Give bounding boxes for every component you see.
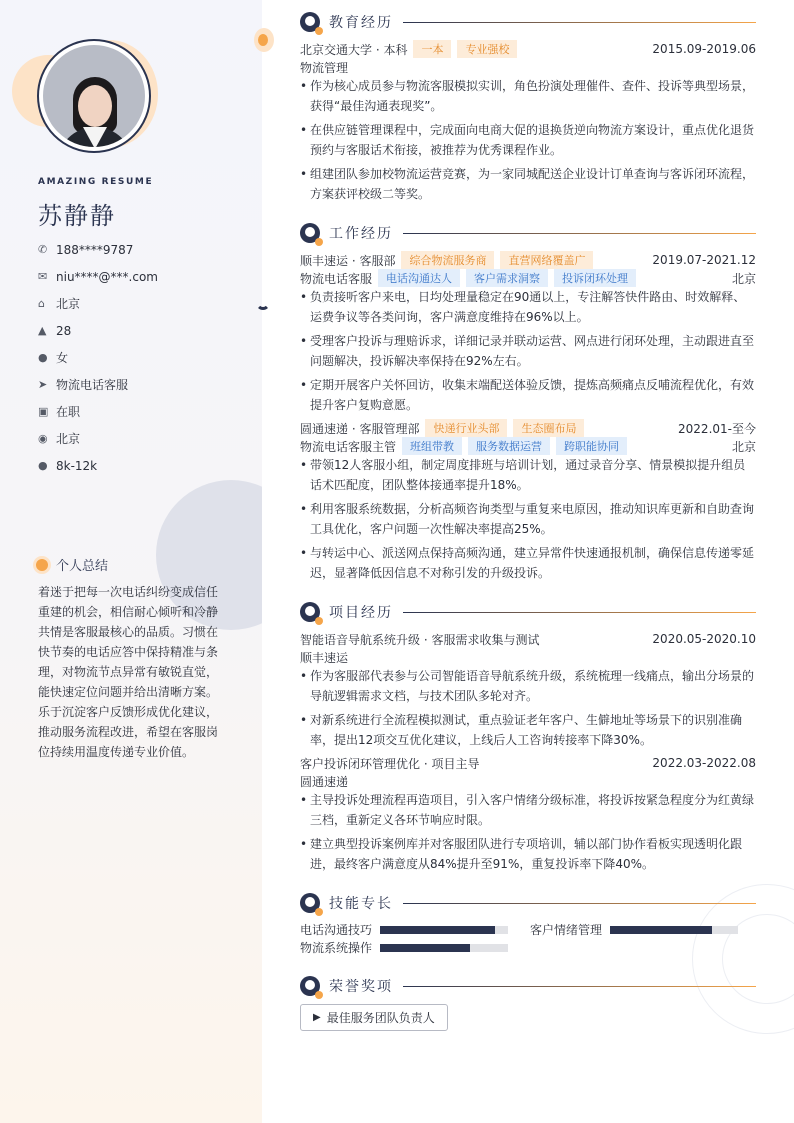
contact-salary: ● 8k-12k <box>38 458 98 473</box>
tag: 综合物流服务商 <box>401 251 494 269</box>
section-work-title: 工作经历 <box>300 223 756 243</box>
list-item: • 带领12人客服小组，制定周度排班与培训计划，通过录音分享、情景模拟提升组员话术匹配度，团队整体接通率提升18%。 <box>300 455 756 495</box>
money-icon: ● <box>38 459 48 472</box>
job-date: 2019.07-2021.12 <box>652 253 756 267</box>
list-item: • 主导投诉处理流程再造项目，引入客户情绪分级标准，将投诉按紧急程度分为红黄绿三档，重新定义各环节响应时限。 <box>300 790 756 830</box>
section-education-title: 教育经历 <box>300 12 756 32</box>
sidebar <box>0 0 262 1123</box>
skill-item <box>530 921 738 938</box>
list-item: • 负责接听客户来电，日均处理量稳定在90通以上，专注解答快件路由、时效解释、运费争议等各类问询，客户满意度维持在96%以上。 <box>300 287 756 327</box>
job-date: 2022.01-至今 <box>678 421 756 436</box>
contact-status: ▣ 在职 <box>38 405 81 419</box>
project-name: 智能语音导航系统升级 · 客服需求收集与测试 <box>300 632 540 647</box>
project-row <box>300 754 756 772</box>
phone-icon: ✆ <box>38 243 48 256</box>
project-date: 2020.05-2020.10 <box>652 632 756 646</box>
major: 物流管理 <box>300 60 349 75</box>
list-item: • 在供应链管理课程中，完成面向电商大促的退换货逆向物流方案设计，重点优化退货预约与客服话术衔接，被推荐为优秀课程作业。 <box>300 120 756 160</box>
job-city: 北京 <box>731 439 756 454</box>
decor-arc <box>256 296 270 310</box>
job-company-row <box>300 419 756 437</box>
list-item: • 组建团队参加校物流运营竞赛，为一家同城配送企业设计订单查询与客诉闭环流程，方案获评校级二等奖。 <box>300 164 756 204</box>
company: 顺丰速运 · 客服部 <box>300 253 396 268</box>
tag: 专业强校 <box>457 40 517 58</box>
skill-bar-fill <box>380 926 495 934</box>
gender-icon: ● <box>38 351 48 364</box>
list-item: • 作为核心成员参与物流客服模拟实训，角色扮演处理催件、查件、投诉等典型场景，获得“最佳沟通表现奖”。 <box>300 76 756 116</box>
role: 物流电话客服 <box>300 271 373 286</box>
skill-name: 客户情绪管理 <box>530 923 603 937</box>
skill-bar <box>380 926 508 934</box>
divider <box>403 22 756 23</box>
divider <box>403 612 756 613</box>
education-date: 2015.09-2019.06 <box>652 42 756 56</box>
project-date: 2022.03-2022.08 <box>652 756 756 770</box>
list-item: • 与转运中心、派送网点保持高频沟通，建立异常件快速通报机制，确保信息传递零延迟，显著降低因信息不对称引发的升级投诉。 <box>300 543 756 583</box>
cake-icon: ▲ <box>38 324 47 337</box>
divider <box>403 903 756 904</box>
tag: 班组带教 <box>402 437 462 455</box>
tag: 客户需求洞察 <box>466 269 548 287</box>
list-item: • 建立典型投诉案例库并对客服团队进行专项培训，辅以部门协作看板实现透明化跟进，最终客户满意度从84%提升至91%，重复投诉率下降40%。 <box>300 834 756 874</box>
company: 圆通速递 · 客服管理部 <box>300 421 420 436</box>
tag: 生态圈布局 <box>513 419 584 437</box>
job-city: 北京 <box>731 271 756 286</box>
list-item: • 受理客户投诉与理赔诉求，详细记录并联动运营、网点进行闭环处理，主动跟进直至问题解决，投诉解决率保持在92%左右。 <box>300 331 756 371</box>
education-row <box>300 40 756 58</box>
mail-icon: ✉ <box>38 270 48 283</box>
contact-position: ➤ 物流电话客服 <box>38 378 129 392</box>
skill-bar-fill <box>380 944 470 952</box>
section-icon <box>300 223 320 243</box>
section-icon <box>300 12 320 32</box>
resume-tagline: AMAZING RESUME <box>38 177 154 187</box>
divider <box>403 233 756 234</box>
contact-email: ✉ niu****@***.com <box>38 269 158 284</box>
location-icon: ◉ <box>38 432 48 445</box>
school-name: 北京交通大学 · 本科 <box>300 42 408 57</box>
project-org: 顺丰速运 <box>300 650 349 665</box>
job-company-row <box>300 251 756 269</box>
section-icon <box>300 602 320 622</box>
award-badge <box>300 1004 448 1031</box>
list-item: • 利用客服系统数据，分析高频咨询类型与重复来电原因，推动知识库更新和自助查询工具优化，客户问题一次性解决率提高25%。 <box>300 499 756 539</box>
tag: 服务数据运营 <box>468 437 550 455</box>
job-role-row <box>300 437 756 455</box>
triangle-right-icon: ▶ <box>313 1012 321 1023</box>
skill-name: 物流系统操作 <box>300 941 373 955</box>
dot-icon <box>36 559 48 571</box>
skill-item <box>300 939 508 956</box>
section-icon <box>300 976 320 996</box>
section-icon <box>300 893 320 913</box>
section-skills-title: 技能专长 <box>300 893 756 913</box>
project-row <box>300 630 756 648</box>
summary-heading: 个人总结 <box>36 555 108 574</box>
tag: 跨职能协同 <box>556 437 627 455</box>
job-role-row <box>300 269 756 287</box>
role: 物流电话客服主管 <box>300 439 397 454</box>
tag: 投诉闭环处理 <box>554 269 636 287</box>
briefcase-icon: ▣ <box>38 405 49 418</box>
send-icon: ➤ <box>38 378 48 391</box>
list-item: • 定期开展客户关怀回访，收集末端配送体验反馈，提炼高频痛点反哺流程优化，有效提升客户复购意愿。 <box>300 375 756 415</box>
contact-list <box>38 236 158 479</box>
project-org: 圆通速递 <box>300 774 349 789</box>
divider <box>403 986 756 987</box>
section-awards-title: 荣誉奖项 <box>300 976 756 996</box>
skill-name: 电话沟通技巧 <box>300 923 373 937</box>
list-item: • 作为客服部代表参与公司智能语音导航系统升级，系统梳理一线痛点，输出分场景的导航逻辑需求文档，与技术团队多轮对齐。 <box>300 666 756 706</box>
avatar <box>43 45 145 147</box>
home-icon: ⌂ <box>38 297 45 310</box>
tag: 电话沟通达人 <box>378 269 460 287</box>
major-row <box>300 58 756 76</box>
section-projects-title: 项目经历 <box>300 602 756 622</box>
candidate-name: 苏静静 <box>38 202 116 230</box>
list-item: • 对新系统进行全流程模拟测试，重点验证老年客户、生僻地址等场景下的识别准确率，提出12项交互优化建议，上线后人工咨询转接率下降30%。 <box>300 710 756 750</box>
project-org-row <box>300 772 756 790</box>
contact-gender: ● 女 <box>38 351 69 365</box>
contact-location: ◉ 北京 <box>38 432 81 446</box>
summary-text: 着迷于把每一次电话纠纷变成信任重建的机会，相信耐心倾听和冷静共情是客服最核心的品质。习惯在快节奏的电话应答中保持精准与条理，对物流节点异常有敏锐直觉，能快速定位问题并给出清晰方案。乐于沉淀客户反馈形成优化建议，推动服务流程改进，希望在客服岗位持续用温度传递专业价值。 <box>38 585 219 759</box>
tag: 直营网络覆盖广 <box>500 251 593 269</box>
project-name: 客户投诉闭环管理优化 · 项目主导 <box>300 756 480 771</box>
skill-bar-fill <box>610 926 712 934</box>
avatar-frame <box>37 39 151 153</box>
contact-phone: ✆ 188****9787 <box>38 242 134 257</box>
award-name: 最佳服务团队负责人 <box>326 1011 435 1025</box>
project-org-row <box>300 648 756 666</box>
tag: 一本 <box>413 40 451 58</box>
tag: 快递行业头部 <box>425 419 507 437</box>
skill-bar <box>610 926 738 934</box>
skill-item <box>300 921 508 938</box>
contact-home: ⌂ 北京 <box>38 297 81 311</box>
contact-age: ▲ 28 <box>38 323 72 338</box>
decor-dot <box>254 28 274 52</box>
skill-bar <box>380 944 508 952</box>
